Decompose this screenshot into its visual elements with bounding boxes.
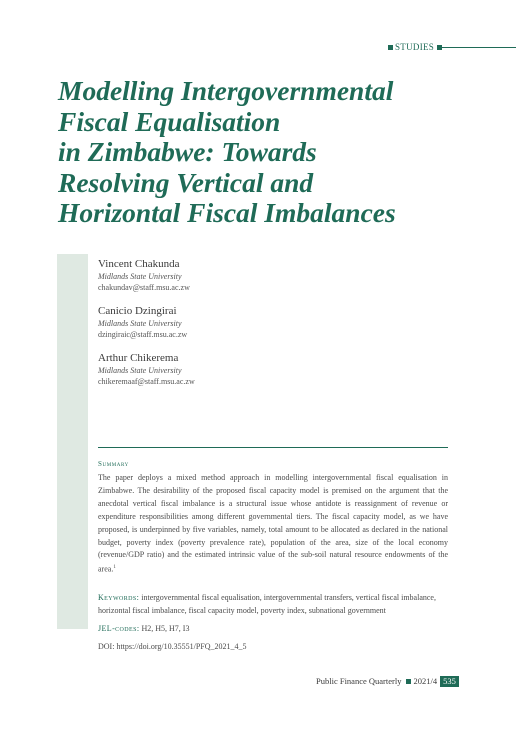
doi-link[interactable]: https://doi.org/10.35551/PFQ_2021_4_5 — [116, 642, 247, 651]
issue-number: 2021/4 — [413, 676, 438, 686]
author-affiliation: Midlands State University — [98, 272, 182, 281]
journal-name: Public Finance Quarterly — [316, 676, 402, 686]
page-footer — [316, 675, 459, 687]
square-bullet-icon — [388, 45, 393, 50]
jel-label: JEL-codes: — [98, 624, 140, 633]
author-block — [98, 351, 195, 387]
section-label — [388, 41, 516, 53]
keywords-text: intergovernmental fiscal equalisation, intergovernmental transfers, vertical fiscal imbalance, horizontal fiscal imbalance, fiscal capacity model, poverty index, subnational government — [98, 593, 436, 615]
author-email[interactable]: chakundav@staff.msu.ac.zw — [98, 283, 190, 292]
author-name: Canicio Dzingirai — [98, 305, 177, 317]
summary-text — [98, 472, 448, 577]
title-line: Modelling Intergovernmental — [58, 75, 394, 106]
title-line: Fiscal Equalisation — [58, 105, 281, 137]
header-rule — [442, 47, 516, 48]
square-bullet-icon — [406, 679, 411, 684]
author-block — [98, 304, 187, 340]
title-line: in Zimbabwe: Towards — [58, 136, 317, 167]
keywords — [98, 592, 448, 618]
author-block — [98, 257, 190, 293]
author-affiliation: Midlands State University — [98, 319, 182, 328]
summary-heading: Summary — [98, 460, 129, 468]
jel-text: H2, H5, H7, I3 — [141, 624, 190, 633]
author-name: Vincent Chakunda — [98, 258, 180, 270]
doi — [98, 641, 247, 653]
article-title — [58, 76, 458, 229]
section-label-text: STUDIES — [395, 42, 435, 52]
author-affiliation: Midlands State University — [98, 366, 182, 375]
doi-label: DOI: — [98, 642, 115, 651]
footnote-mark[interactable]: 1 — [113, 565, 116, 571]
summary-body: The paper deploys a mixed method approach in modelling intergovernmental fiscal equalisation in Zimbabwe. The desirability of the proposed fiscal capacity model is premised on the argument that the anecdotal vertical fiscal imbalance is a structural issue whose antidote is reassignment of revenue or expenditure responsibilities among different governmental tiers. The fiscal capacity model, as we have proposed, is underpinned by five variables, namely, total amount to be allocated as declared in the national budget, poverty index (poverty prevalence rate), population of the area, size of the local economy (revenue/GDP ratio) and the estimated intrinsic value of the sub-soil natural resource endowments of the area. — [98, 473, 448, 574]
decorative-sidebar — [57, 254, 88, 629]
summary-divider — [98, 447, 448, 448]
keywords-label: Keywords: — [98, 593, 140, 602]
page-number: 535 — [440, 676, 459, 687]
jel-codes — [98, 623, 189, 635]
author-name: Arthur Chikerema — [98, 352, 179, 364]
title-line: Horizontal Fiscal Imbalances — [58, 197, 396, 228]
author-email[interactable]: dzingiraic@staff.msu.ac.zw — [98, 330, 188, 339]
author-email[interactable]: chikeremaaf@staff.msu.ac.zw — [98, 377, 195, 386]
title-line: Resolving Vertical and — [58, 166, 314, 198]
